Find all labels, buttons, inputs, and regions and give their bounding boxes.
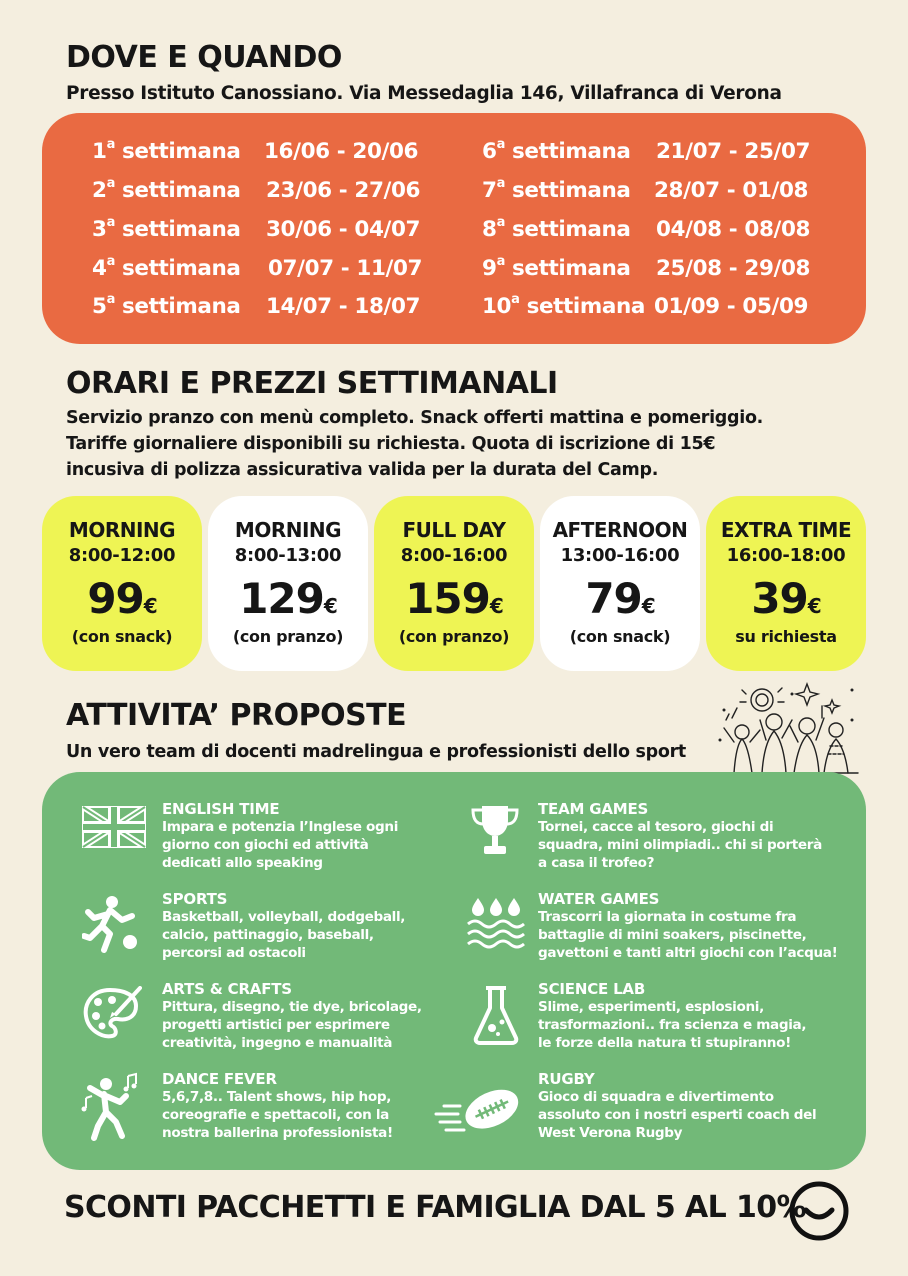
- prices-desc-3: incusiva di polizza assicurativa valida per la durata del Camp.: [66, 460, 659, 480]
- card-price: 129€: [239, 574, 337, 623]
- card-note: (con pranzo): [398, 627, 510, 646]
- card-title: AFTERNOON: [552, 518, 688, 542]
- price-card-full-day: [374, 496, 534, 671]
- activity-line: percorsi ad ostacoli: [162, 945, 306, 961]
- activity-title: TEAM GAMES: [538, 800, 649, 818]
- card-time: 13:00-16:00: [560, 545, 680, 566]
- celebrating-kids-illustration: [712, 680, 862, 775]
- card-note: (con pranzo): [232, 627, 344, 646]
- weeks-box: [42, 113, 866, 344]
- card-price: 39€: [751, 574, 821, 623]
- activity-line: gavettoni e tanti altri giochi con l’acqua!: [538, 945, 838, 961]
- activity-team-games: [538, 800, 838, 872]
- week-6-dates: 21/07 - 25/07: [656, 139, 811, 164]
- activity-sports: [162, 890, 462, 962]
- card-title: MORNING: [68, 518, 176, 542]
- week-9: 9$^a$ settimana: [482, 254, 631, 281]
- activity-line: West Verona Rugby: [538, 1125, 683, 1141]
- card-title: EXTRA TIME: [720, 518, 852, 542]
- activity-line: coreografie e spettacoli, con la: [162, 1107, 390, 1123]
- activity-title: SPORTS: [162, 890, 228, 908]
- activities-subtitle: Un vero team di docenti madrelingua e professionisti dello sport: [66, 742, 686, 762]
- week-3: 3$^a$ settimana: [92, 215, 241, 242]
- activity-line: calcio, pattinaggio, baseball,: [162, 927, 374, 943]
- week-9-dates: 25/08 - 29/08: [656, 256, 811, 281]
- activity-title: ENGLISH TIME: [162, 800, 280, 818]
- week-6: 6$^a$ settimana: [482, 137, 631, 164]
- water-icon: [466, 892, 526, 950]
- week-4: 4$^a$ settimana: [92, 254, 241, 281]
- week-5-dates: 14/07 - 18/07: [266, 294, 421, 319]
- rugby-ball-icon: [434, 1080, 526, 1138]
- where-title: DOVE E QUANDO: [66, 40, 342, 75]
- week-4-dates: 07/07 - 11/07: [268, 256, 423, 281]
- card-note: su richiesta: [735, 627, 837, 646]
- activity-line: assoluto con i nostri esperti coach del: [538, 1107, 817, 1123]
- activity-line: squadra, mini olimpiadi.. chi si porterà: [538, 837, 822, 853]
- activity-line: 5,6,7,8.. Talent shows, hip hop,: [162, 1089, 392, 1105]
- activity-line: Slime, esperimenti, esplosioni,: [538, 999, 764, 1015]
- card-price: 79€: [585, 574, 655, 623]
- week-7: 7$^a$ settimana: [482, 176, 631, 203]
- week-8: 8$^a$ settimana: [482, 215, 631, 242]
- activity-line: Pittura, disegno, tie dye, bricolage,: [162, 999, 422, 1015]
- prices-desc-1: Servizio pranzo con menù completo. Snack offerti mattina e pomeriggio.: [66, 408, 764, 428]
- activity-line: le forze della natura ti stupiranno!: [538, 1035, 791, 1051]
- week-3-dates: 30/06 - 04/07: [266, 217, 421, 242]
- card-price: 159€: [405, 574, 503, 623]
- activity-line: a casa il trofeo?: [538, 855, 655, 871]
- activity-line: Tornei, cacce al tesoro, giochi di: [538, 819, 774, 835]
- week-7-dates: 28/07 - 01/08: [654, 178, 809, 203]
- where-address: Presso Istituto Canossiano. Via Messedaglia 146, Villafranca di Verona: [66, 83, 782, 104]
- flask-icon: [472, 984, 520, 1046]
- week-1: 1$^a$ settimana: [92, 137, 241, 164]
- activity-title: SCIENCE LAB: [538, 980, 646, 998]
- smile-logo-icon: [788, 1180, 850, 1242]
- prices-desc-2: Tariffe giornaliere disponibili su richiesta. Quota di iscrizione di 15€: [66, 434, 716, 454]
- week-1-dates: 16/06 - 20/06: [264, 139, 419, 164]
- activity-line: trasformazioni.. fra scienza e magia,: [538, 1017, 807, 1033]
- activities-box: [42, 772, 866, 1170]
- prices-title: ORARI E PREZZI SETTIMANALI: [66, 366, 558, 401]
- activity-dance: [162, 1070, 462, 1142]
- price-card-afternoon: [540, 496, 700, 671]
- activity-line: creatività, ingegno e manualità: [162, 1035, 393, 1051]
- week-2: 2$^a$ settimana: [92, 176, 241, 203]
- trophy-icon: [468, 802, 522, 860]
- card-title: MORNING: [234, 518, 342, 542]
- week-10-dates: 01/09 - 05/09: [654, 294, 809, 319]
- activities-title: ATTIVITA’ PROPOSTE: [66, 698, 407, 733]
- card-title: FULL DAY: [402, 518, 506, 542]
- activity-arts: [162, 980, 462, 1052]
- card-time: 8:00-12:00: [68, 545, 176, 566]
- activity-line: giorno con giochi ed attività: [162, 837, 369, 853]
- dancer-icon: [78, 1072, 142, 1142]
- card-price: 99€: [87, 574, 157, 623]
- activity-water-games: [538, 890, 838, 962]
- card-time: 8:00-13:00: [234, 545, 342, 566]
- price-card-morning-snack: [42, 496, 202, 671]
- activity-title: ARTS & CRAFTS: [162, 980, 292, 998]
- activity-title: RUGBY: [538, 1070, 595, 1088]
- activity-line: nostra ballerina professionista!: [162, 1125, 393, 1141]
- week-10: 10$^a$ settimana: [482, 292, 646, 319]
- week-2-dates: 23/06 - 27/06: [266, 178, 421, 203]
- activity-line: battaglie di mini soakers, piscinette,: [538, 927, 807, 943]
- week-5: 5$^a$ settimana: [92, 292, 241, 319]
- activity-line: progetti artistici per esprimere: [162, 1017, 390, 1033]
- card-note: (con snack): [71, 627, 173, 646]
- activity-line: Impara e potenzia l’Inglese ogni: [162, 819, 399, 835]
- activity-line: Trascorri la giornata in costume fra: [538, 909, 797, 925]
- activity-line: dedicati allo speaking: [162, 855, 323, 871]
- price-card-morning-lunch: [208, 496, 368, 671]
- price-card-extra-time: [706, 496, 866, 671]
- activity-title: WATER GAMES: [538, 890, 660, 908]
- runner-ball-icon: [82, 894, 142, 954]
- discount-banner: SCONTI PACCHETTI E FAMIGLIA DAL 5 AL 10%: [64, 1190, 806, 1225]
- palette-icon: [82, 986, 142, 1040]
- card-time: 8:00-16:00: [400, 545, 508, 566]
- activity-english: [162, 800, 462, 872]
- week-8-dates: 04/08 - 08/08: [656, 217, 811, 242]
- card-note: (con snack): [569, 627, 671, 646]
- activity-line: Gioco di squadra e divertimento: [538, 1089, 774, 1105]
- activity-title: DANCE FEVER: [162, 1070, 277, 1088]
- activity-science-lab: [538, 980, 838, 1052]
- card-time: 16:00-18:00: [726, 545, 846, 566]
- activity-line: Basketball, volleyball, dodgeball,: [162, 909, 406, 925]
- uk-flag-icon: [82, 806, 146, 848]
- activity-rugby: [538, 1070, 838, 1142]
